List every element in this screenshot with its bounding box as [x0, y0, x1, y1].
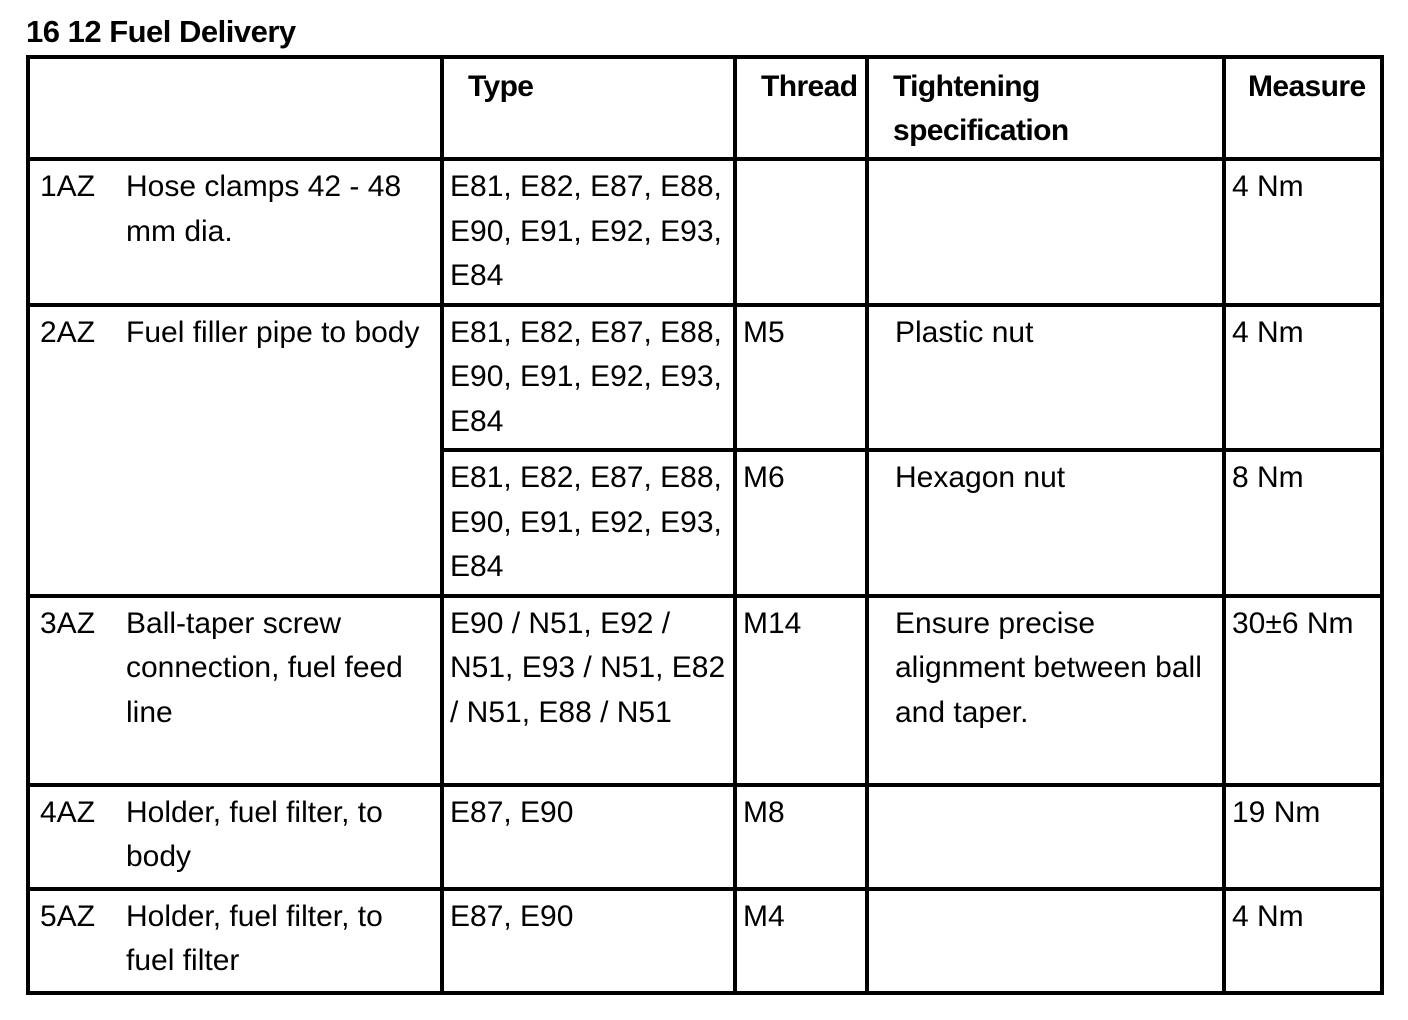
- measure-cell: 19 Nm: [1224, 785, 1382, 889]
- tightening-cell: [867, 889, 1224, 993]
- thread-cell: M5: [735, 305, 867, 451]
- item-code: 3AZ: [40, 606, 96, 640]
- item-description: Holder, fuel filter, to body: [126, 795, 383, 873]
- torque-spec-table: [26, 55, 1384, 995]
- header-row: [28, 57, 1382, 159]
- item-code: 1AZ: [40, 170, 96, 203]
- item-description: Ball-taper screw connection, fuel feed line: [126, 606, 403, 729]
- item-code: 5AZ: [40, 899, 96, 933]
- item-description: Fuel filler pipe to body: [126, 315, 420, 349]
- thread-cell: [735, 159, 867, 305]
- item-code: 4AZ: [40, 795, 96, 829]
- thread-cell: M8: [735, 785, 867, 889]
- type-cell: E90 / N51, E92 / N51, E93 / N51, E82 / N51, E88 / N51: [442, 596, 735, 785]
- description-cell: [28, 596, 442, 785]
- description-cell: [28, 305, 442, 596]
- description-cell: [28, 785, 442, 889]
- table-row: [28, 596, 1382, 785]
- tightening-cell: [867, 159, 1224, 305]
- tightening-cell: Ensure precise alignment between ball and taper.: [867, 596, 1224, 785]
- type-cell: E87, E90: [442, 785, 735, 889]
- tightening-cell: Hexagon nut: [867, 450, 1224, 596]
- description-cell: [28, 159, 442, 305]
- thread-cell: M4: [735, 889, 867, 993]
- type-cell: E87, E90: [442, 889, 735, 993]
- type-cell: E81, E82, E87, E88, E90, E91, E92, E93, E84: [442, 305, 735, 451]
- header-thread: Thread: [735, 57, 867, 159]
- header-type: Type: [442, 57, 735, 159]
- item-description: Holder, fuel filter, to fuel filter: [126, 899, 383, 977]
- thread-cell: M14: [735, 596, 867, 785]
- table-row: [28, 889, 1382, 993]
- description-cell: [28, 889, 442, 993]
- type-cell: E81, E82, E87, E88, E90, E91, E92, E93, E84: [442, 159, 735, 305]
- measure-cell: 8 Nm: [1224, 450, 1382, 596]
- item-code: 2AZ: [40, 315, 96, 349]
- table-row: [28, 305, 1382, 451]
- type-cell: E81, E82, E87, E88, E90, E91, E92, E93, E84: [442, 450, 735, 596]
- measure-cell: 4 Nm: [1224, 889, 1382, 993]
- thread-cell: M6: [735, 450, 867, 596]
- item-description: Hose clamps 42 - 48 mm dia.: [126, 170, 402, 248]
- table-row: [28, 785, 1382, 889]
- tightening-cell: Plastic nut: [867, 305, 1224, 451]
- page-title: 16 12 Fuel Delivery: [26, 14, 296, 49]
- measure-cell: 30±6 Nm: [1224, 596, 1382, 785]
- tightening-cell: [867, 785, 1224, 889]
- measure-cell: 4 Nm: [1224, 305, 1382, 451]
- measure-cell: 4 Nm: [1224, 159, 1382, 305]
- header-blank: [28, 57, 442, 159]
- header-tightening: Tightening specification: [867, 57, 1224, 159]
- header-measure: Measure: [1224, 57, 1382, 159]
- table-row: [28, 159, 1382, 305]
